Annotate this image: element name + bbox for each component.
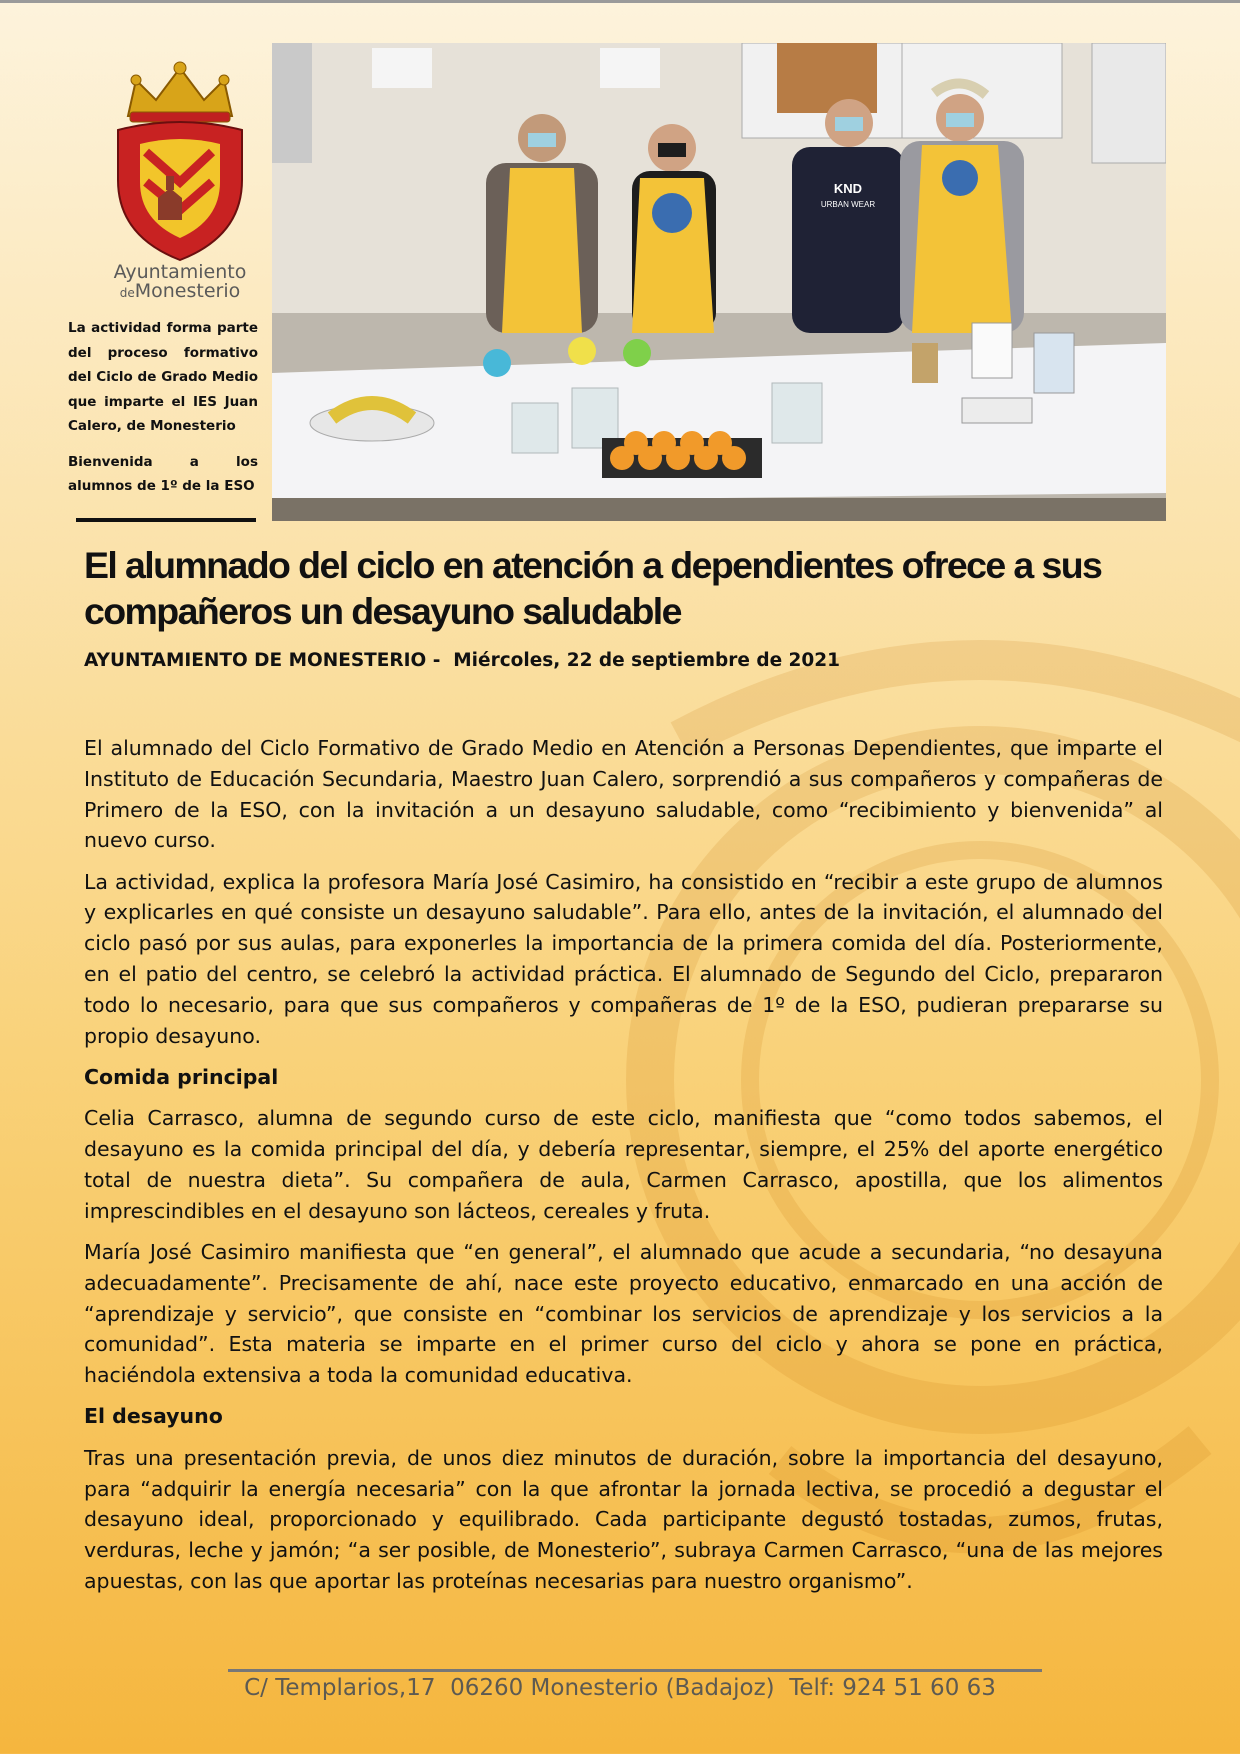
sweatshirt-text: KND xyxy=(833,181,863,196)
article-paragraph-3: Celia Carrasco, alumna de segundo curso de este ciclo, manifiesta que “como todos sabemos, el desayuno es la comida principal del día, y debería representar, siempre, el 25% del aporte energético total de nuestra dieta”. Su compañera de aula, Carmen Carrasco, apostilla, que los alimentos imprescindibles en el desayuno son lácteos, cereales y fruta. xyxy=(84,1106,1163,1223)
article-paragraph-4: María José Casimiro manifiesta que “en general”, el alumnado que acude a secundaria, “no desayuna adecuadamente”. Precisamente de ahí, nace este proyecto educativo, enmarcado en una acción de “aprendizaje y servicio”, que consiste en “combinar los servicios de aprendizaje y los servicios a la comunidad”. Esta materia se imparte en el primer curso del ciclo y ahora se pone en práctica, haciéndola extensiva a toda la comunidad educativa. xyxy=(84,1239,1163,1388)
sidebar-notes xyxy=(68,316,258,510)
article-paragraph-5: Tras una presentación previa, de unos diez minutos de duración, sobre la importancia del desayuno, para “adquirir la energía necesaria” con la que afrontar la jornada lectiva, se procedió a degustar el desayuno ideal, proporcionado y equilibrado. Cada participante degustó tostadas, zumos, frutas, verduras, leche y jamón; “a ser posible, de Monesterio”, subraya Carmen Carrasco, “una de las mejores apuestas, con las que aportar las proteínas necesarias para nuestro organismo”. xyxy=(84,1445,1163,1593)
sidebar-divider xyxy=(76,518,256,522)
article-paragraph-1: El alumnado del Ciclo Formativo de Grado Medio en Atención a Personas Dependientes, que imparte el Instituto de Educación Secundaria, Maestro Juan Calero, sorprendió a sus compañeros y compañeras de Primero de la ESO, con la invitación a un desayuno saludable, como “recibimiento y bienvenida” al nuevo curso. xyxy=(84,736,1163,853)
logo-wordmark xyxy=(100,263,260,301)
article-byline: AYUNTAMIENTO DE MONESTERIO - Miércoles, 22 de septiembre de 2021 xyxy=(84,650,841,671)
sidebar-note-1: La actividad forma parte del proceso formativo del Ciclo de Grado Medio que imparte el IES Juan Calero, de Monesterio xyxy=(68,320,258,434)
sidebar-note-2: Bienvenida a los alumnos de 1º de la ESO xyxy=(68,453,258,494)
footer-divider xyxy=(228,1669,1042,1672)
article-body xyxy=(84,733,1163,1607)
article-headline: El alumnado del ciclo en atención a dependientes ofrece a sus compañeros un desayuno saludable xyxy=(84,544,1102,632)
municipal-logo xyxy=(100,60,260,305)
logo-line-1: Ayuntamiento xyxy=(113,261,247,283)
article-paragraph-2: La actividad, explica la profesora María José Casimiro, ha consistido en “recibir a este grupo de alumnos y explicarles en qué consiste un desayuno saludable”. Para ello, antes de la invitación, el alumnado del ciclo pasó por sus aulas, para exponerles la importancia de la primera comida del día. Posteriormente, en el patio del centro, se celebró la actividad práctica. El alumnado de Segundo del Ciclo, prepararon todo lo necesario, para que sus compañeros y compañeras de 1º de la ESO, pudieran prepararse su propio desayuno. xyxy=(84,869,1163,1048)
section-heading-comida-principal: Comida principal xyxy=(84,1064,279,1089)
section-heading-el-desayuno: El desayuno xyxy=(84,1404,223,1429)
coat-of-arms-icon xyxy=(100,60,260,265)
logo-line-2-prefix: de xyxy=(119,286,135,300)
group-photo-icon xyxy=(272,43,1166,521)
sweatshirt-subtext: URBAN WEAR xyxy=(820,200,876,209)
event-photo xyxy=(272,43,1166,521)
footer-address: C/ Templarios,17 06260 Monesterio (Badajoz) Telf: 924 51 60 63 xyxy=(244,1675,996,1701)
top-border xyxy=(0,0,1240,3)
logo-line-2: Monesterio xyxy=(134,280,241,302)
